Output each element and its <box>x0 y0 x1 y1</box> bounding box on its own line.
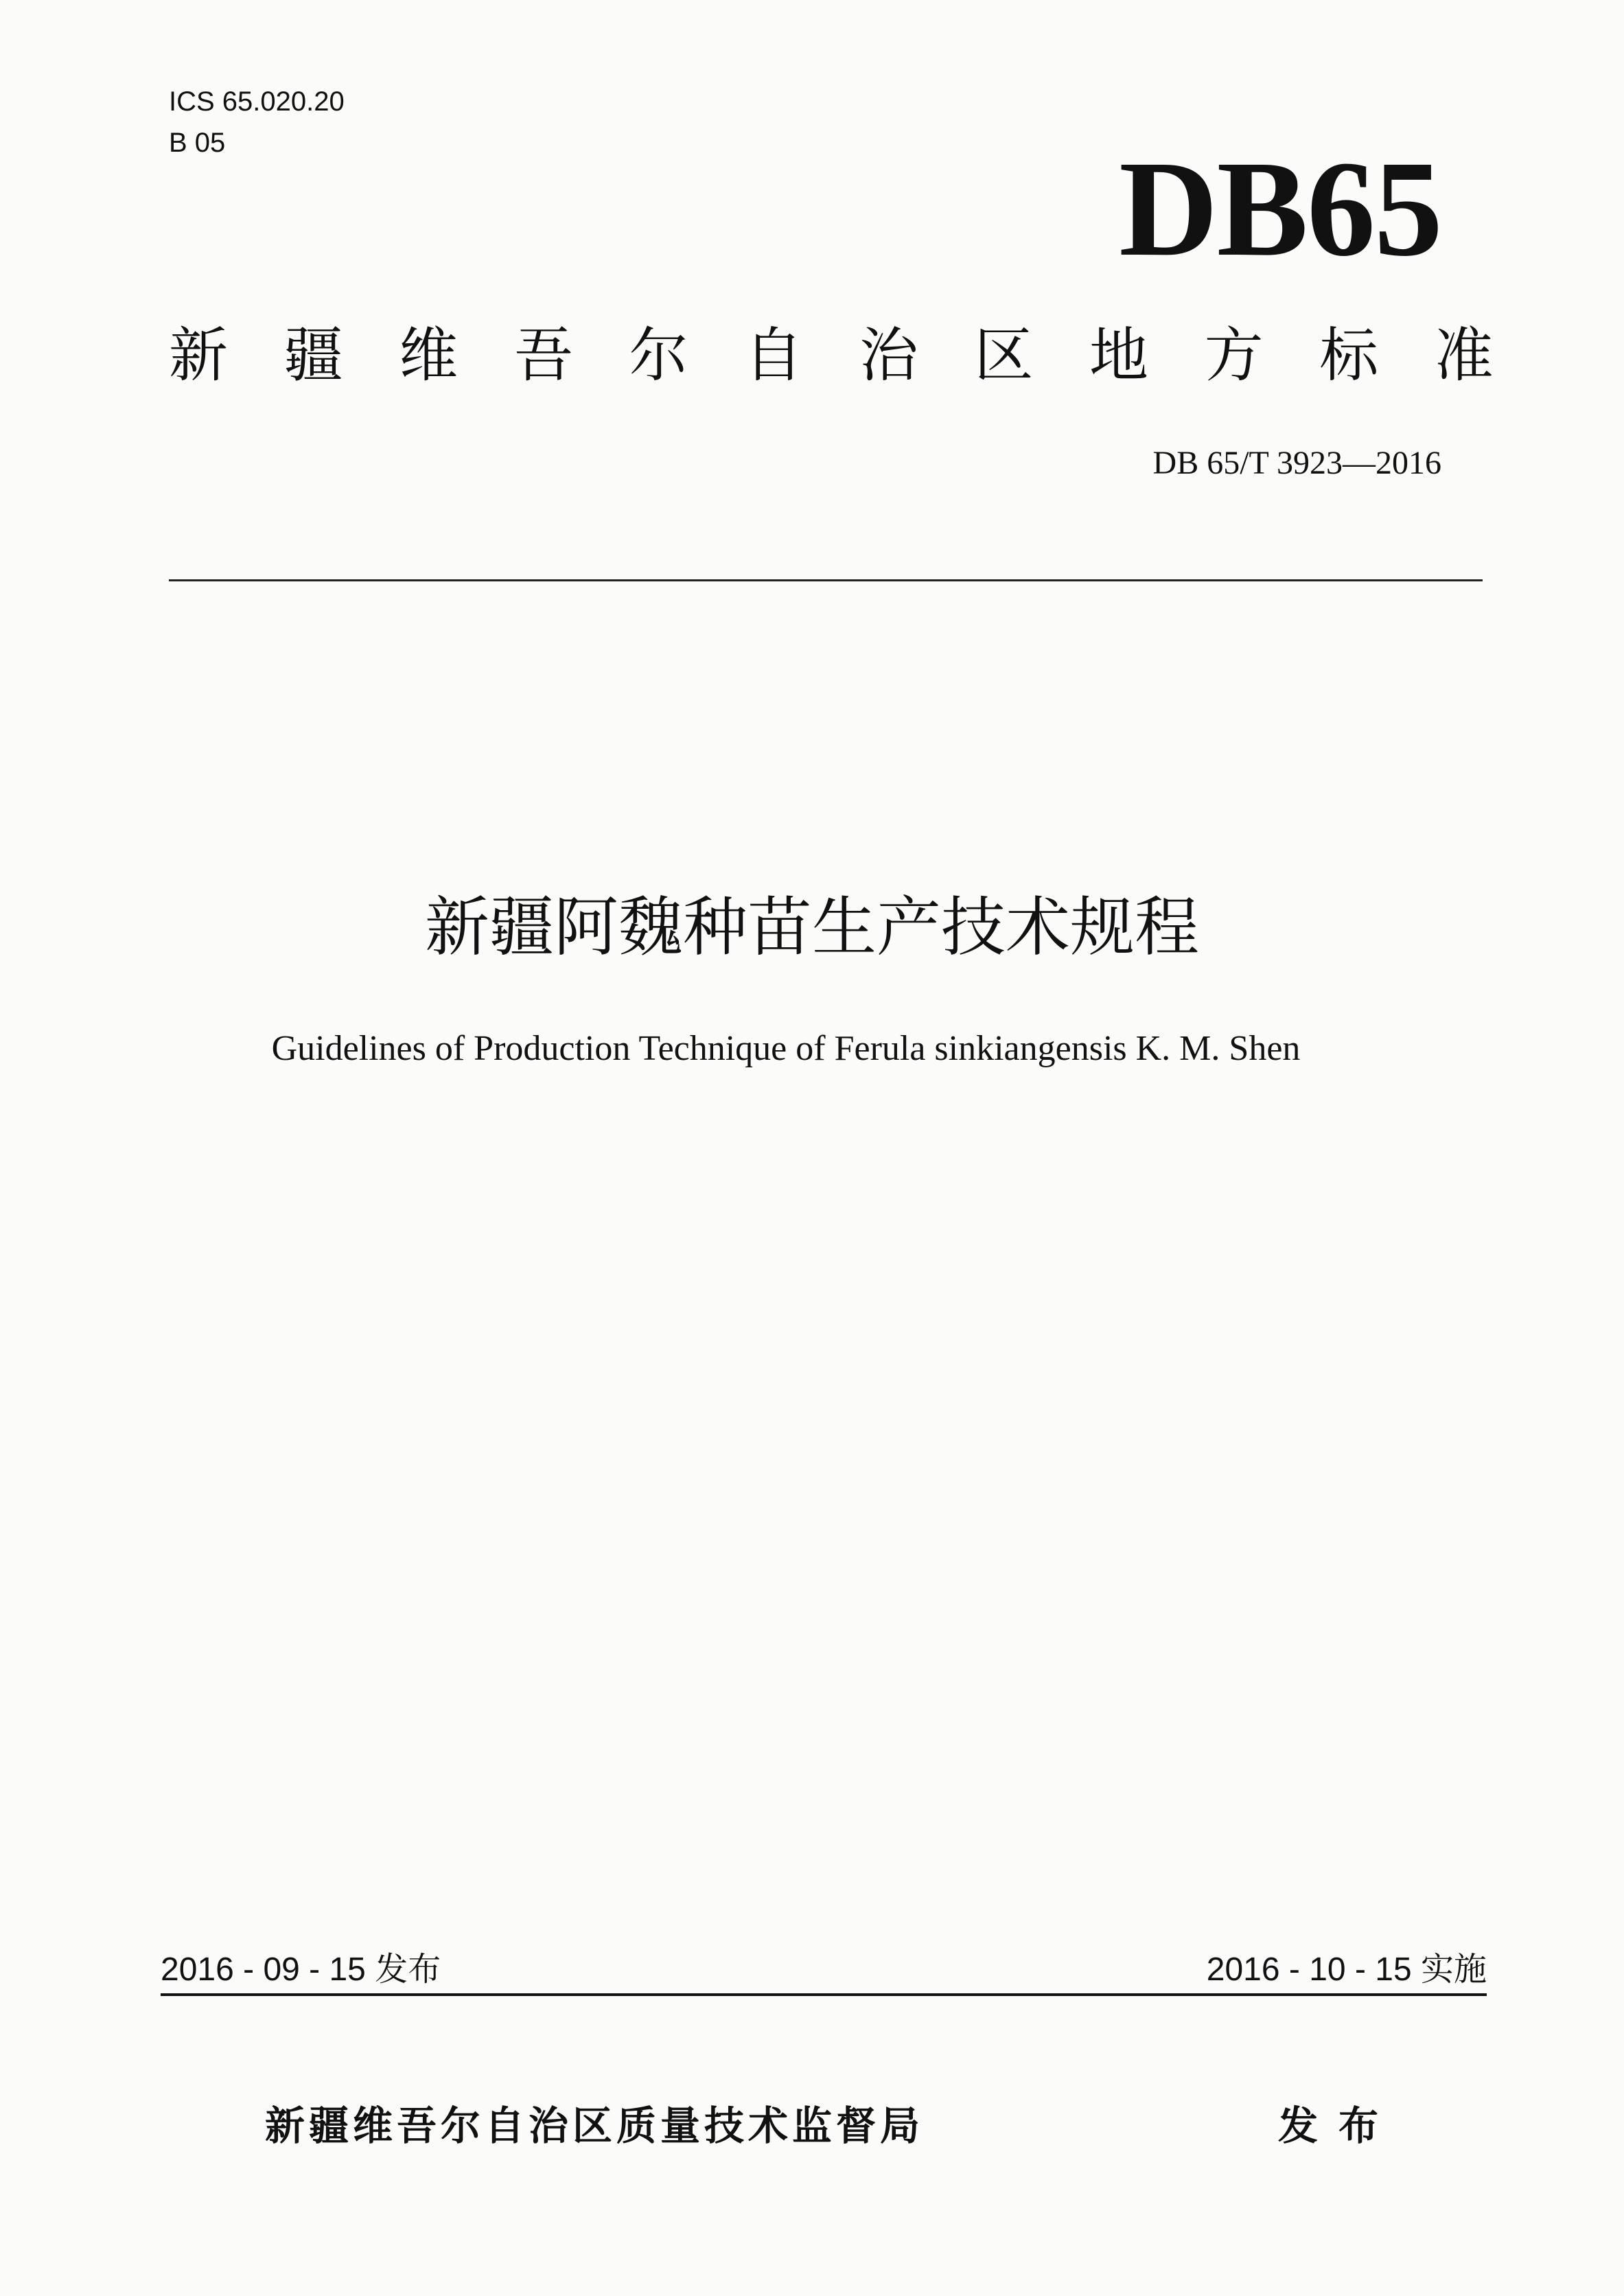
header-divider <box>169 579 1483 581</box>
heading-char: 疆 <box>283 321 343 390</box>
standard-logo: DB65 <box>1119 133 1441 285</box>
heading-char: 吾 <box>513 321 573 390</box>
ics-code: ICS 65.020.20 <box>169 86 345 117</box>
heading-char: 维 <box>399 321 459 390</box>
heading-char: 区 <box>974 321 1034 390</box>
issue-label: 发布 <box>1278 2102 1400 2149</box>
standard-kind-heading <box>169 321 1494 390</box>
footer-divider <box>161 1993 1487 1996</box>
heading-char: 治 <box>859 321 918 390</box>
document-title-chinese: 新疆阿魏种苗生产技术规程 <box>424 890 1199 965</box>
standard-number: DB 65/T 3923—2016 <box>1152 445 1441 481</box>
classification-codes <box>169 81 345 163</box>
heading-char: 尔 <box>629 321 688 390</box>
heading-char: 自 <box>744 321 804 390</box>
ccs-code: B 05 <box>169 128 226 158</box>
heading-char: 新 <box>169 321 228 390</box>
issuing-authority: 新疆维吾尔自治区质量技术监督局 <box>265 2102 925 2149</box>
document-title-english: Guidelines of Production Technique of Ferula sinkiangensis K. M. Shen <box>271 1029 1301 1068</box>
heading-char: 标 <box>1319 321 1379 390</box>
implementation-date: 2016 - 10 - 15 实施 <box>1206 1951 1487 1988</box>
heading-char: 地 <box>1089 321 1148 390</box>
heading-char: 方 <box>1204 321 1264 390</box>
publish-date: 2016 - 09 - 15 发布 <box>161 1951 441 1988</box>
heading-char: 准 <box>1434 321 1494 390</box>
